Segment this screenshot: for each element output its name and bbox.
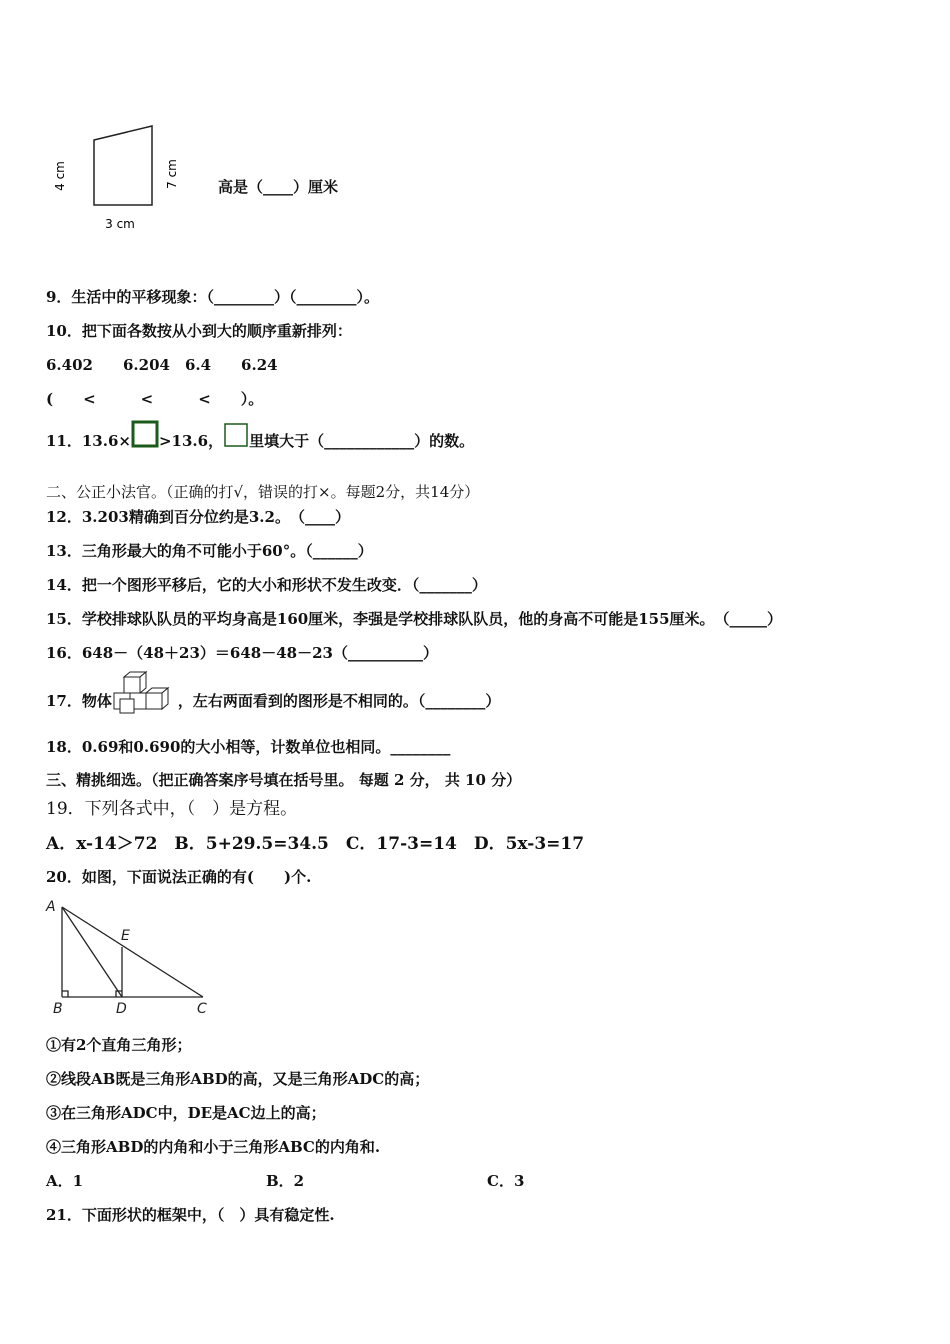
- q20-stem: 20．如图，下面说法正确的有( )个.: [46, 868, 312, 886]
- q20-statement-4: ④三角形ABD的内角和小于三角形ABC的内角和.: [46, 1138, 381, 1156]
- cube-object-icon: [112, 671, 178, 715]
- q16: 16．648－（48＋23）＝648－48－23（__________）: [46, 644, 438, 662]
- q20-statement-1: ①有2个直角三角形；: [46, 1036, 192, 1054]
- trapezoid-figure: [40, 118, 200, 238]
- trapezoid-bottom-label: 3 cm: [105, 217, 135, 231]
- q18: 18．0.69和0.690的大小相等，计数单位也相同。________: [46, 738, 451, 756]
- vertex-a-label: A: [46, 899, 56, 915]
- section-3-heading: 三、精挑细选。（把正确答案序号填在括号里。 每题 2 分， 共 10 分）: [46, 771, 522, 789]
- trapezoid-right-label: 7 cm: [165, 159, 179, 189]
- q19-options: A．x-14＞72 B．5+29.5=34.5 C．17-3=14 D．5x-3=17: [46, 834, 585, 854]
- q20-statement-2: ②线段AB既是三角形ABD的高，又是三角形ADC的高；: [46, 1070, 430, 1088]
- q15: 15．学校排球队队员的平均身高是160厘米，李强是学校排球队队员，他的身高不可能是155厘米。 （_____）: [46, 610, 783, 628]
- q9: 9．生活中的平移现象：（________）（________）。: [46, 288, 379, 306]
- q14: 14．把一个图形平移后，它的大小和形状不发生改变．（_______）: [46, 576, 487, 594]
- q11: [46, 430, 474, 451]
- square-box-icon: [131, 420, 159, 448]
- q10-answer: ( < < < ）。: [46, 390, 264, 408]
- vertex-d-label: D: [116, 1001, 127, 1017]
- q13: 13．三角形最大的角不可能小于60°。（______）: [46, 542, 373, 560]
- q11-part3: 里填大于（____________）的数。: [249, 432, 475, 450]
- q21: 21．下面形状的框架中，（ ）具有稳定性.: [46, 1206, 335, 1224]
- trapezoid-shape: [94, 126, 152, 205]
- q19-stem: 19．下列各式中，（ ）是方程。: [46, 799, 298, 819]
- q8-text: 高是（____）厘米: [218, 178, 339, 196]
- vertex-e-label: E: [121, 928, 130, 944]
- q17-part1: 17．物体: [46, 692, 112, 710]
- q20-option-c: C．3: [487, 1172, 525, 1190]
- q10-numbers: 6.402 6.204 6.4 6.24: [46, 356, 278, 374]
- square-box-small-icon: [223, 422, 249, 448]
- section-2-heading: 二、公正小法官。（正确的打√，错误的打×。每题2分，共14分）: [46, 483, 480, 501]
- q20-option-b: B．2: [266, 1172, 305, 1190]
- vertex-c-label: C: [197, 1001, 207, 1017]
- q17-part2: ，左右两面看到的图形是不相同的。（________）: [177, 692, 501, 710]
- trapezoid-left-label: 4 cm: [53, 161, 67, 191]
- q20-statement-3: ③在三角形ADC中，DE是AC边上的高；: [46, 1104, 326, 1122]
- q11-part2: >13.6，: [158, 432, 224, 450]
- q11-part1: 11．13.6×: [46, 432, 131, 450]
- q20-option-a: A．1: [46, 1172, 84, 1190]
- q17: [46, 689, 500, 715]
- triangle-figure: [40, 895, 220, 1020]
- q10-stem: 10．把下面各数按从小到大的顺序重新排列：: [46, 322, 352, 340]
- vertex-b-label: B: [53, 1001, 63, 1017]
- q12: 12．3.203精确到百分位约是3.2。 （____）: [46, 508, 350, 526]
